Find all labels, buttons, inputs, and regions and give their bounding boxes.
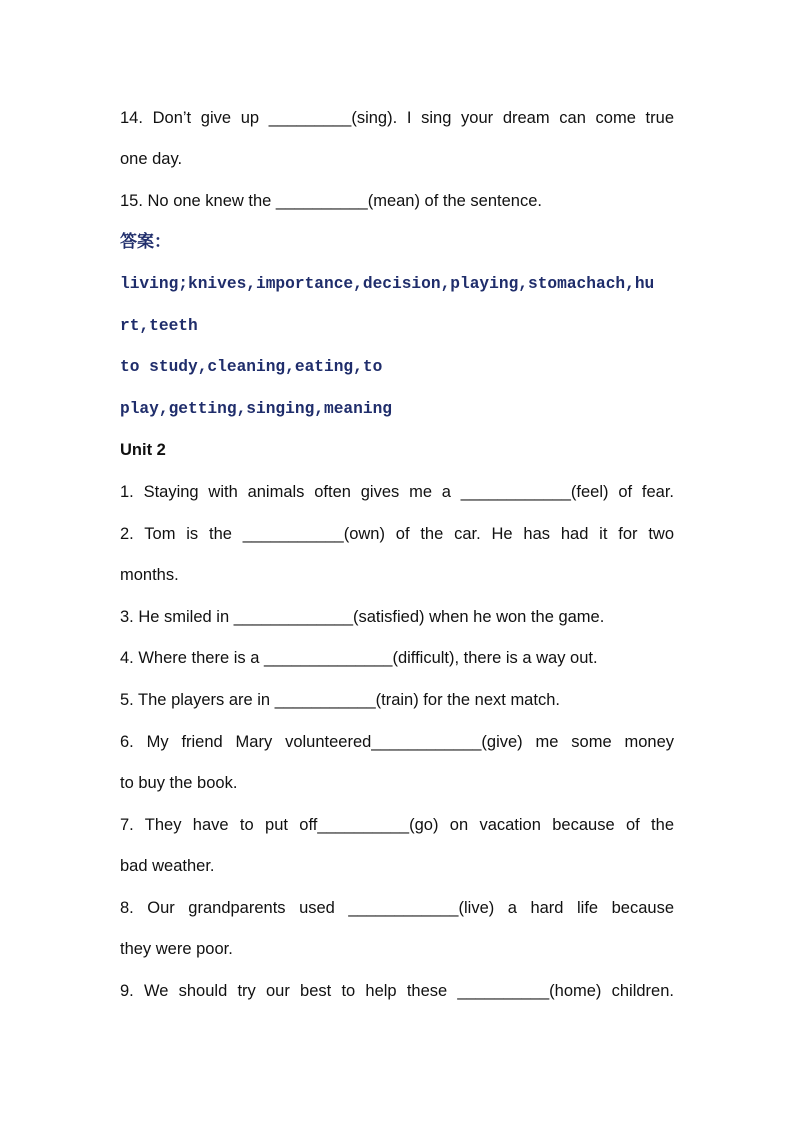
question-6-continuation: to buy the book. — [120, 774, 238, 792]
question-9: 9. We should try our best to help these __________(home) children. — [120, 982, 674, 1000]
question-14: 14. Don’t give up _________(sing). I sing your dream can come true — [120, 109, 674, 127]
question-14-continuation: one day. — [120, 150, 183, 168]
question-1: 1. Staying with animals often gives me a ____________(feel) of fear. — [120, 483, 674, 501]
question-7: 7. They have to put off__________(go) on vacation because of the — [120, 816, 674, 834]
question-8-continuation: they were poor. — [120, 940, 233, 958]
question-5: 5. The players are in ___________(train) for the next match. — [120, 691, 560, 709]
question-15: 15. No one knew the __________(mean) of the sentence. — [120, 192, 542, 210]
question-6: 6. My friend Mary volunteered____________(give) me some money — [120, 733, 674, 751]
question-8: 8. Our grandparents used ____________(live) a hard life because — [120, 899, 674, 917]
question-7-continuation: bad weather. — [120, 857, 215, 875]
question-3: 3. He smiled in _____________(satisfied) when he won the game. — [120, 608, 605, 626]
question-4: 4. Where there is a ______________(difficult), there is a way out. — [120, 649, 598, 667]
question-2-continuation: months. — [120, 566, 179, 584]
answer-label: 答案： — [120, 232, 171, 252]
answer-line-1: living;knives,importance,decision,playing,stomachach,hu — [120, 275, 655, 293]
answer-line-3: to study,cleaning,eating,to — [120, 358, 383, 376]
answer-line-4: play,getting,singing,meaning — [120, 400, 392, 418]
question-2: 2. Tom is the ___________(own) of the car. He has had it for two — [120, 525, 674, 543]
answer-line-2: rt,teeth — [120, 317, 198, 335]
unit-title: Unit 2 — [120, 441, 166, 459]
